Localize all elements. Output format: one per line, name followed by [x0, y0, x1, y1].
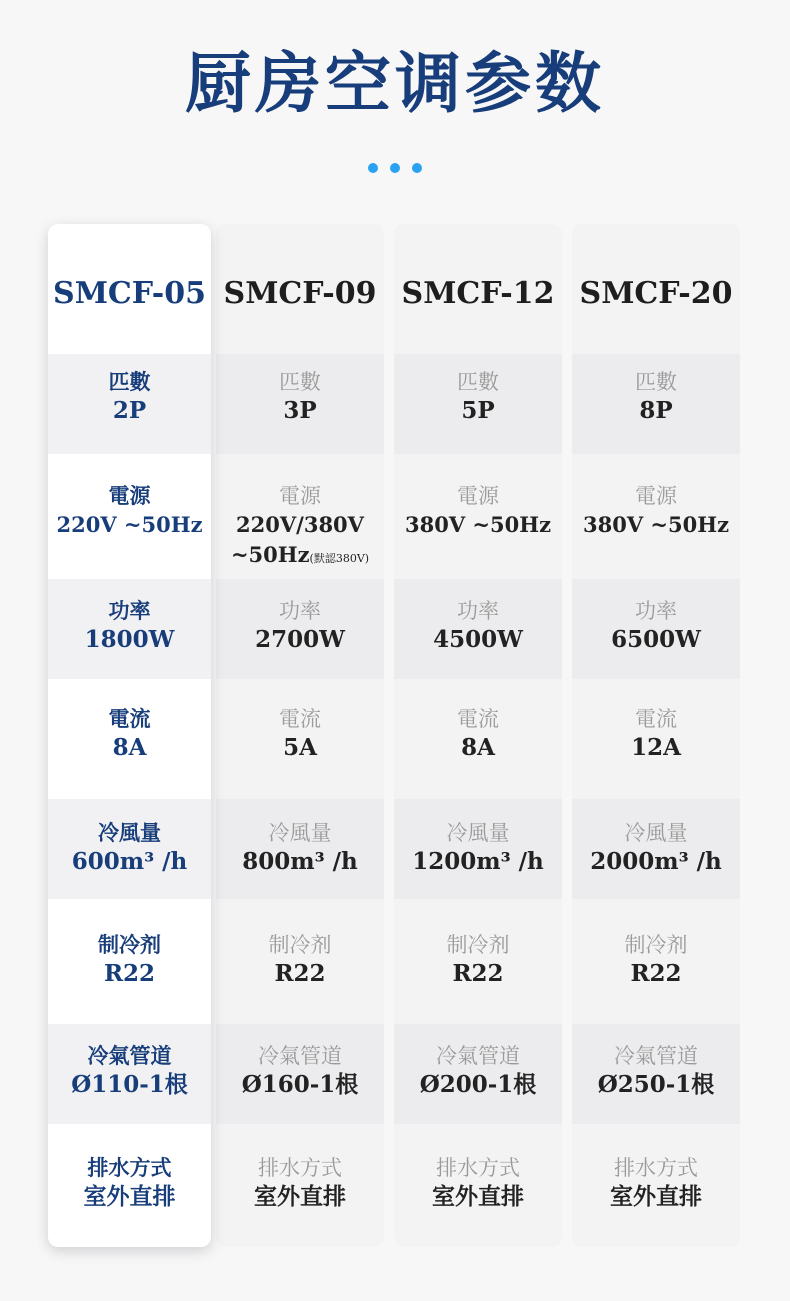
- spec-label: 功率: [457, 599, 499, 623]
- spec-label: 冷氣管道: [436, 1044, 520, 1068]
- spec-value: R22: [274, 960, 326, 987]
- spec-value: 室外直排: [610, 1183, 702, 1210]
- spec-label: 功率: [279, 599, 321, 623]
- spec-label: 冷氣管道: [87, 1043, 172, 1068]
- spec-cell-airflow: [216, 799, 384, 899]
- spec-cell-drain: [216, 1124, 384, 1247]
- spec-value: 380V ~50Hz: [404, 512, 552, 537]
- spec-value: 8A: [461, 734, 495, 761]
- spec-value: 2000m³ /h: [590, 848, 722, 875]
- spec-label: 冷風量: [268, 821, 332, 845]
- spec-cell-power-source: [572, 454, 740, 579]
- dot-icon: [412, 163, 422, 173]
- spec-value: 5A: [283, 734, 317, 761]
- spec-label: 匹數: [108, 369, 151, 394]
- spec-label: 制冷剂: [446, 933, 510, 957]
- spec-column-smcf-20: [572, 224, 740, 1247]
- spec-value: 室外直排: [254, 1183, 346, 1210]
- spec-label: 電源: [279, 484, 321, 508]
- page-title: 厨房空调参数: [185, 45, 605, 122]
- spec-label: 冷風量: [446, 821, 510, 845]
- spec-value: 8A: [112, 734, 147, 761]
- spec-value: 5P: [461, 397, 495, 424]
- spec-label: 功率: [635, 599, 677, 623]
- spec-cell-current: [394, 679, 562, 799]
- spec-label: 制冷剂: [624, 933, 688, 957]
- spec-cell-power: [216, 579, 384, 679]
- spec-value-line2: [216, 540, 384, 574]
- spec-cell-airflow: [572, 799, 740, 899]
- spec-cell-power-source: [48, 454, 211, 579]
- spec-label: 排水方式: [258, 1156, 342, 1180]
- spec-cell-current: [48, 679, 211, 799]
- spec-cell-refrigerant: [216, 899, 384, 1024]
- spec-value: Ø160-1根: [241, 1071, 359, 1098]
- spec-cell-power-source: [394, 454, 562, 579]
- spec-cell-pipe: [48, 1024, 211, 1124]
- spec-label: 冷風量: [624, 821, 688, 845]
- decorative-dots: [0, 163, 790, 173]
- spec-label: 排水方式: [614, 1156, 698, 1180]
- spec-value: 1200m³ /h: [412, 848, 544, 875]
- spec-label: 電源: [635, 484, 677, 508]
- spec-note: (默認380V): [309, 552, 370, 565]
- spec-value: 380V ~50Hz: [582, 512, 730, 537]
- spec-cell-drain: [48, 1124, 211, 1247]
- spec-cell-refrigerant: [48, 899, 211, 1024]
- spec-cell-pishu: [216, 354, 384, 454]
- dot-icon: [390, 163, 400, 173]
- spec-cell-pishu: [394, 354, 562, 454]
- spec-value: R22: [630, 960, 682, 987]
- spec-cell-refrigerant: [572, 899, 740, 1024]
- model-name: SMCF-20: [579, 276, 733, 311]
- spec-value: 1800W: [84, 626, 175, 653]
- model-name: SMCF-12: [401, 276, 555, 311]
- spec-label: 匹數: [457, 370, 499, 394]
- spec-label: 電流: [279, 707, 321, 731]
- spec-cell-current: [216, 679, 384, 799]
- spec-cell-drain: [572, 1124, 740, 1247]
- spec-value-frequency: ~50Hz: [230, 542, 310, 567]
- spec-table: [48, 224, 740, 1247]
- spec-label: 電流: [635, 707, 677, 731]
- spec-label: 冷風量: [98, 820, 161, 845]
- spec-value: 室外直排: [432, 1183, 524, 1210]
- spec-label: 匹數: [279, 370, 321, 394]
- spec-value: 8P: [639, 397, 673, 424]
- spec-label: 電源: [457, 484, 499, 508]
- spec-label: 制冷剂: [268, 933, 332, 957]
- spec-cell-power: [394, 579, 562, 679]
- spec-value: 2700W: [255, 626, 345, 653]
- spec-label: 匹數: [635, 370, 677, 394]
- spec-cell-airflow: [394, 799, 562, 899]
- spec-cell-pishu: [572, 354, 740, 454]
- spec-cell-refrigerant: [394, 899, 562, 1024]
- spec-cell-power: [572, 579, 740, 679]
- spec-cell-power-source: [216, 454, 384, 579]
- spec-value: 6500W: [611, 626, 701, 653]
- spec-value: R22: [103, 960, 156, 987]
- spec-label: 冷氣管道: [614, 1044, 698, 1068]
- spec-label: 排水方式: [436, 1156, 520, 1180]
- spec-cell-airflow: [48, 799, 211, 899]
- spec-column-smcf-09: [216, 224, 384, 1247]
- spec-value: Ø110-1根: [71, 1071, 188, 1098]
- spec-value: 3P: [283, 397, 317, 424]
- spec-cell-drain: [394, 1124, 562, 1247]
- spec-label: 制冷剂: [98, 932, 161, 957]
- spec-value: 600m³ /h: [71, 848, 188, 875]
- spec-label: 排水方式: [87, 1155, 172, 1180]
- model-name: SMCF-05: [53, 276, 206, 311]
- spec-cell-pipe: [216, 1024, 384, 1124]
- spec-cell-pipe: [572, 1024, 740, 1124]
- model-name: SMCF-09: [223, 276, 377, 311]
- spec-value: 2P: [112, 397, 147, 424]
- spec-value: 室外直排: [83, 1183, 176, 1210]
- spec-column-smcf-12: [394, 224, 562, 1247]
- spec-label: 電流: [457, 707, 499, 731]
- dot-icon: [368, 163, 378, 173]
- spec-value: R22: [452, 960, 504, 987]
- spec-value: 4500W: [433, 626, 523, 653]
- spec-value: 12A: [631, 734, 681, 761]
- spec-value: Ø250-1根: [597, 1071, 715, 1098]
- spec-cell-pipe: [394, 1024, 562, 1124]
- spec-column-smcf-05: [48, 224, 211, 1247]
- spec-cell-power: [48, 579, 211, 679]
- spec-label: 功率: [108, 598, 151, 623]
- spec-value: 220V ~50Hz: [56, 512, 203, 537]
- spec-value: 220V/380V: [236, 512, 364, 537]
- spec-cell-current: [572, 679, 740, 799]
- spec-label: 冷氣管道: [258, 1044, 342, 1068]
- spec-label: 電源: [108, 483, 151, 508]
- spec-cell-pishu: [48, 354, 211, 454]
- spec-value: Ø200-1根: [419, 1071, 537, 1098]
- spec-label: 電流: [108, 706, 151, 731]
- spec-value: 800m³ /h: [242, 848, 358, 875]
